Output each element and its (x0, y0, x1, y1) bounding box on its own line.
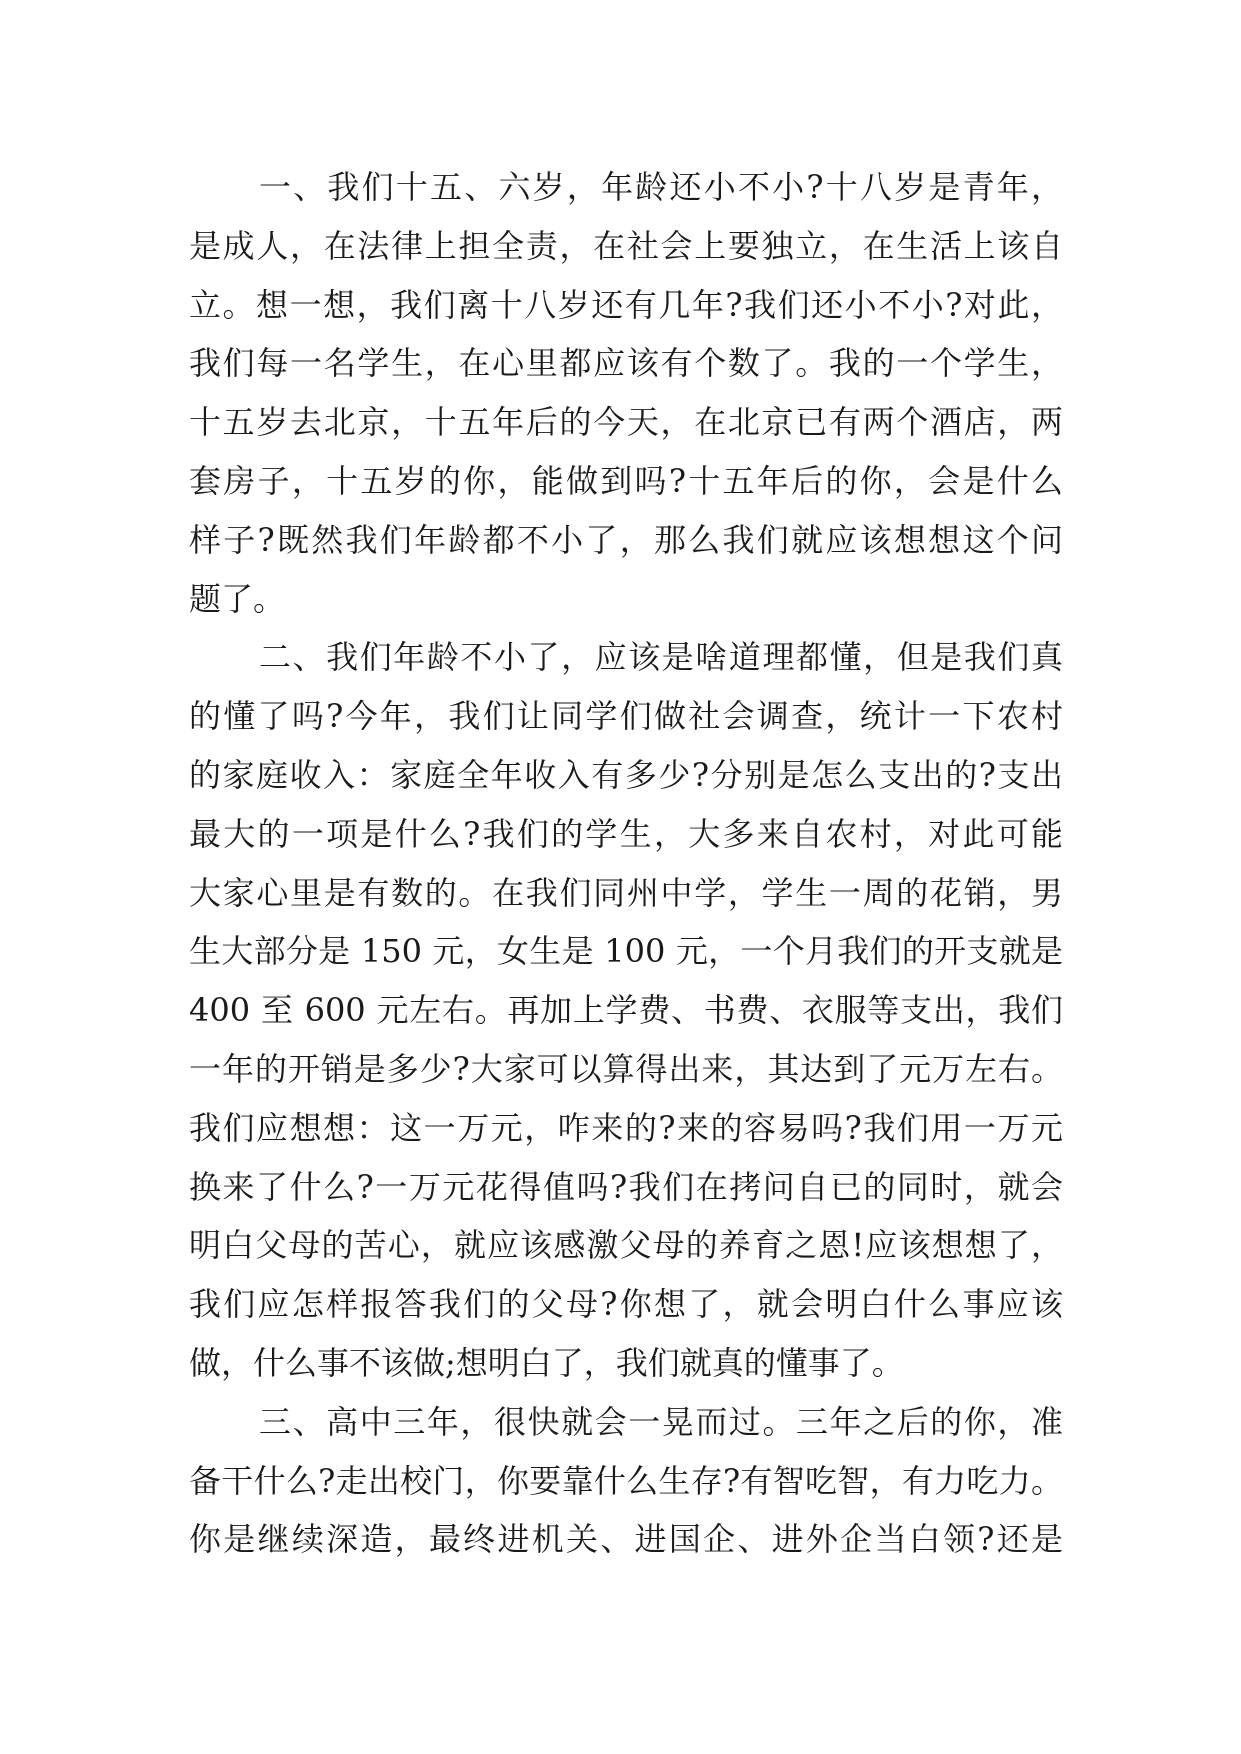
text-line: 备干什么?走出校门，你要靠什么生存?有智吃智，有力吃力。 (189, 1461, 1063, 1500)
text-line: 大家心里是有数的。在我们同州中学，学生一周的花销，男 (189, 873, 1063, 912)
text-line: 样子?既然我们年龄都不小了，那么我们就应该想想这个问 (189, 520, 1063, 559)
text-line: 换来了什么?一万元花得值吗?我们在拷问自已的同时，就会 (189, 1167, 1063, 1206)
text-line: 套房子，十五岁的你，能做到吗?十五年后的你，会是什么 (189, 461, 1063, 500)
text-line: 的家庭收入：家庭全年收入有多少?分别是怎么支出的?支出 (189, 755, 1063, 794)
text-line: 最大的一项是什么?我们的学生，大多来自农村，对此可能 (189, 814, 1063, 853)
text-line: 是成人，在法律上担全责，在社会上要独立，在生活上该自 (189, 226, 1063, 265)
text-line: 我们每一名学生，在心里都应该有个数了。我的一个学生， (189, 344, 1063, 383)
paragraph-2 (189, 628, 1063, 1392)
text-line: 十五岁去北京，十五年后的今天，在北京已有两个酒店，两 (189, 403, 1063, 442)
text-line: 一、我们十五、六岁，年龄还小不小?十八岁是青年， (259, 168, 1063, 206)
text-line: 生大部分是 150 元，女生是 100 元，一个月我们的开支就是 (189, 932, 1063, 971)
text-line: 做，什么事不该做;想明白了，我们就真的懂事了。 (189, 1343, 904, 1382)
text-line: 二、我们年龄不小了，应该是啥道理都懂，但是我们真 (259, 638, 1063, 677)
text-line: 我们应怎样报答我们的父母?你想了，就会明白什么事应该 (189, 1285, 1063, 1324)
document-body (189, 158, 1063, 1569)
text-line: 明白父母的苦心，就应该感激父母的养育之恩!应该想想了， (189, 1226, 1063, 1265)
paragraph-1 (189, 158, 1063, 628)
text-line: 400 至 600 元左右。再加上学费、书费、衣服等支出，我们 (189, 991, 1063, 1030)
text-line: 立。想一想，我们离十八岁还有几年?我们还小不小?对此， (189, 285, 1063, 324)
text-line: 题了。 (189, 579, 286, 618)
paragraph-3 (189, 1393, 1063, 1569)
text-line: 三、高中三年，很快就会一晃而过。三年之后的你，准 (259, 1402, 1063, 1441)
text-line: 的懂了吗?今年，我们让同学们做社会调查，统计一下农村 (189, 697, 1063, 736)
text-line: 我们应想想：这一万元，咋来的?来的容易吗?我们用一万元 (189, 1108, 1063, 1147)
text-line: 一年的开销是多少?大家可以算得出来，其达到了元万左右。 (189, 1049, 1063, 1088)
text-line: 你是继续深造，最终进机关、进国企、进外企当白领?还是 (189, 1520, 1063, 1559)
